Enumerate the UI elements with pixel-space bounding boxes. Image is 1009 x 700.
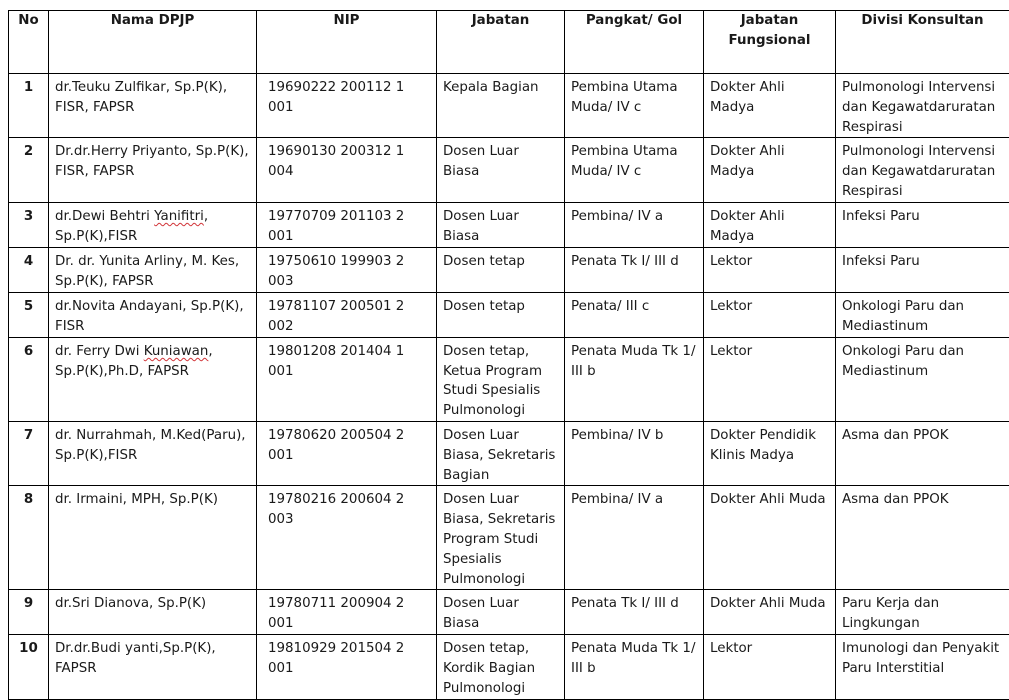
cell-jabatan-text	[443, 635, 558, 698]
cell-divisi-konsultan-text	[842, 486, 1003, 510]
divisi-konsultan-line: Infeksi Paru	[842, 207, 1003, 227]
nip-text: 19690130 200312 1 004	[263, 138, 430, 182]
cell-no	[9, 337, 49, 421]
cell-jabatan-fungsional	[704, 421, 836, 485]
cell-pangkat-gol	[565, 138, 704, 202]
nip-text: 19690222 200112 1 001	[263, 74, 430, 118]
cell-divisi-konsultan-text	[842, 422, 1003, 446]
cell-divisi-konsultan	[836, 337, 1009, 421]
row-number: 5	[9, 293, 48, 317]
nip-text: 19750610 199903 2 003	[263, 248, 430, 292]
jabatan-fungsional-line: Lektor	[710, 297, 829, 317]
cell-jabatan-fungsional	[704, 247, 836, 292]
nama-dpjp-line: dr.Sri Dianova, Sp.P(K)	[55, 594, 250, 614]
cell-nama-dpjp	[49, 421, 257, 485]
row-number: 2	[9, 138, 48, 162]
nama-dpjp-text	[55, 422, 250, 466]
nama-dpjp-line: Sp.P(K),Ph.D, FAPSR	[55, 362, 250, 382]
header-jabatan-fungsional-line2: Fungsional	[710, 31, 829, 51]
jabatan-fungsional-line: Madya	[710, 227, 829, 247]
table-row	[9, 421, 1009, 485]
cell-no	[9, 421, 49, 485]
jabatan-fungsional-line: Madya	[710, 98, 829, 118]
cell-jabatan-text	[443, 248, 558, 272]
cell-jabatan-fungsional-text	[710, 248, 829, 272]
cell-divisi-konsultan	[836, 590, 1009, 635]
cell-jabatan	[437, 590, 565, 635]
cell-nama-dpjp	[49, 202, 257, 247]
jabatan-fungsional-line: Dokter Ahli	[710, 207, 829, 227]
cell-no	[9, 635, 49, 699]
jabatan-fungsional-line: Dokter Ahli Muda	[710, 490, 829, 510]
cell-jabatan	[437, 292, 565, 337]
row-number: 7	[9, 422, 48, 446]
spellcheck-flagged-word: Yanifitri	[154, 209, 204, 224]
cell-nip	[257, 247, 437, 292]
table-row	[9, 590, 1009, 635]
divisi-konsultan-line: Asma dan PPOK	[842, 490, 1003, 510]
pangkat-gol-line: Pembina Utama	[571, 142, 697, 162]
cell-jabatan-fungsional	[704, 292, 836, 337]
cell-divisi-konsultan-text	[842, 248, 1003, 272]
nama-dpjp-line	[55, 207, 250, 227]
cell-pangkat-gol-text	[571, 590, 697, 614]
jabatan-line: Biasa, Sekretaris	[443, 510, 558, 530]
cell-nip	[257, 486, 437, 590]
cell-pangkat-gol-text	[571, 74, 697, 118]
cell-jabatan-fungsional	[704, 635, 836, 699]
cell-nip	[257, 138, 437, 202]
jabatan-fungsional-line: Dokter Ahli Muda	[710, 594, 829, 614]
jabatan-line: Pulmonologi	[443, 401, 558, 421]
header-pangkat-gol: Pangkat/ Gol	[565, 11, 704, 74]
cell-jabatan-fungsional-text	[710, 74, 829, 118]
cell-divisi-konsultan-text	[842, 74, 1003, 137]
jabatan-fungsional-line: Klinis Madya	[710, 446, 829, 466]
jabatan-line: Dosen tetap,	[443, 342, 558, 362]
cell-jabatan	[437, 138, 565, 202]
jabatan-line: Biasa, Sekretaris	[443, 446, 558, 466]
cell-no	[9, 247, 49, 292]
row-number: 10	[9, 635, 48, 659]
jabatan-line: Dosen Luar Biasa	[443, 207, 558, 247]
table-row	[9, 292, 1009, 337]
cell-jabatan-text	[443, 203, 558, 247]
pangkat-gol-line: Pembina/ IV a	[571, 490, 697, 510]
nip-text: 19780216 200604 2 003	[263, 486, 430, 530]
row-number: 4	[9, 248, 48, 272]
cell-jabatan	[437, 247, 565, 292]
nama-dpjp-line: dr. Nurrahmah, M.Ked(Paru),	[55, 426, 250, 446]
divisi-konsultan-line: Paru Kerja dan	[842, 594, 1003, 614]
cell-divisi-konsultan	[836, 635, 1009, 699]
nama-dpjp-line: dr.Teuku Zulfikar, Sp.P(K),	[55, 78, 250, 98]
jabatan-line: Dosen Luar	[443, 490, 558, 510]
divisi-konsultan-line: Onkologi Paru dan	[842, 342, 1003, 362]
table-row	[9, 247, 1009, 292]
nama-dpjp-text	[55, 203, 250, 247]
cell-no	[9, 202, 49, 247]
table-row	[9, 337, 1009, 421]
cell-jabatan	[437, 421, 565, 485]
header-jabatan-fungsional-line1: Jabatan	[710, 11, 829, 31]
row-number: 8	[9, 486, 48, 510]
nama-dpjp-line: Dr.dr.Herry Priyanto, Sp.P(K),	[55, 142, 250, 162]
pangkat-gol-line: Penata Muda Tk 1/	[571, 342, 697, 362]
nama-dpjp-text	[55, 486, 250, 510]
nama-dpjp-part: ,	[204, 209, 208, 224]
jabatan-line: Bagian	[443, 466, 558, 486]
cell-nama-dpjp	[49, 590, 257, 635]
table-body	[9, 74, 1009, 700]
jabatan-line: Dosen tetap,	[443, 639, 558, 659]
header-divisi-konsultan: Divisi Konsultan	[836, 11, 1009, 74]
nip-text: 19780711 200904 2 001	[263, 590, 430, 634]
cell-nama-dpjp	[49, 292, 257, 337]
header-nama-dpjp: Nama DPJP	[49, 11, 257, 74]
cell-divisi-konsultan-text	[842, 203, 1003, 227]
pangkat-gol-line: Penata Tk I/ III d	[571, 252, 697, 272]
nama-dpjp-text	[55, 248, 250, 292]
cell-no	[9, 138, 49, 202]
divisi-konsultan-line: Respirasi	[842, 118, 1003, 138]
cell-pangkat-gol	[565, 635, 704, 699]
cell-divisi-konsultan-text	[842, 338, 1003, 382]
divisi-konsultan-line: Infeksi Paru	[842, 252, 1003, 272]
cell-no	[9, 590, 49, 635]
cell-jabatan-text	[443, 590, 558, 634]
nama-dpjp-line: Dr. dr. Yunita Arliny, M. Kes,	[55, 252, 250, 272]
table-row	[9, 486, 1009, 590]
cell-divisi-konsultan	[836, 247, 1009, 292]
nama-dpjp-part: ,	[208, 344, 212, 359]
cell-no	[9, 74, 49, 138]
cell-divisi-konsultan	[836, 486, 1009, 590]
cell-jabatan	[437, 635, 565, 699]
table-row	[9, 635, 1009, 699]
cell-divisi-konsultan-text	[842, 590, 1003, 634]
pangkat-gol-line: Pembina/ IV b	[571, 426, 697, 446]
jabatan-fungsional-line: Lektor	[710, 639, 829, 659]
cell-nama-dpjp	[49, 74, 257, 138]
jabatan-fungsional-line: Madya	[710, 162, 829, 182]
divisi-konsultan-line: Mediastinum	[842, 362, 1003, 382]
jabatan-line: Dosen tetap	[443, 297, 558, 317]
cell-nama-dpjp	[49, 247, 257, 292]
nama-dpjp-line: FISR, FAPSR	[55, 98, 250, 118]
cell-divisi-konsultan-text	[842, 138, 1003, 201]
pangkat-gol-line: III b	[571, 659, 697, 679]
nama-dpjp-line: FAPSR	[55, 659, 250, 679]
cell-nip	[257, 635, 437, 699]
cell-nama-dpjp	[49, 337, 257, 421]
jabatan-line: Studi Spesialis	[443, 381, 558, 401]
divisi-konsultan-line: Pulmonologi Intervensi	[842, 142, 1003, 162]
nama-dpjp-part: dr.Dewi Behtri	[55, 209, 154, 224]
spellcheck-flagged-word: Kuniawan	[144, 344, 209, 359]
jabatan-fungsional-line: Dokter Pendidik	[710, 426, 829, 446]
pangkat-gol-line: Penata Muda Tk 1/	[571, 639, 697, 659]
cell-jabatan-fungsional-text	[710, 203, 829, 247]
nama-dpjp-text	[55, 338, 250, 382]
cell-nip	[257, 202, 437, 247]
jabatan-line: Dosen tetap	[443, 252, 558, 272]
cell-jabatan-fungsional	[704, 590, 836, 635]
jabatan-line: Pulmonologi	[443, 570, 558, 590]
cell-divisi-konsultan	[836, 292, 1009, 337]
divisi-konsultan-line: dan Kegawatdaruratan	[842, 162, 1003, 182]
cell-divisi-konsultan	[836, 421, 1009, 485]
dpjp-table	[8, 10, 1009, 700]
cell-divisi-konsultan	[836, 138, 1009, 202]
cell-jabatan-fungsional	[704, 138, 836, 202]
cell-nip	[257, 337, 437, 421]
cell-pangkat-gol-text	[571, 138, 697, 182]
cell-pangkat-gol-text	[571, 203, 697, 227]
cell-nama-dpjp	[49, 138, 257, 202]
nama-dpjp-line: Sp.P(K),FISR	[55, 227, 250, 247]
cell-jabatan-fungsional-text	[710, 338, 829, 362]
divisi-konsultan-line: Paru Interstitial	[842, 659, 1003, 679]
cell-jabatan-fungsional-text	[710, 590, 829, 614]
pangkat-gol-line: III b	[571, 362, 697, 382]
cell-jabatan-fungsional	[704, 337, 836, 421]
cell-pangkat-gol	[565, 421, 704, 485]
cell-jabatan-fungsional	[704, 202, 836, 247]
table-row	[9, 74, 1009, 138]
cell-jabatan-text	[443, 338, 558, 421]
cell-pangkat-gol	[565, 486, 704, 590]
cell-nip	[257, 590, 437, 635]
cell-nama-dpjp	[49, 486, 257, 590]
nip-text: 19810929 201504 2 001	[263, 635, 430, 679]
cell-jabatan-fungsional	[704, 486, 836, 590]
jabatan-line: Program Studi	[443, 530, 558, 550]
cell-pangkat-gol-text	[571, 293, 697, 317]
jabatan-line: Dosen Luar Biasa	[443, 142, 558, 182]
cell-jabatan-text	[443, 293, 558, 317]
cell-jabatan-text	[443, 422, 558, 485]
cell-pangkat-gol-text	[571, 338, 697, 382]
divisi-konsultan-line: Onkologi Paru dan	[842, 297, 1003, 317]
jabatan-line: Dosen Luar	[443, 426, 558, 446]
cell-jabatan-text	[443, 486, 558, 589]
divisi-konsultan-line: Pulmonologi Intervensi	[842, 78, 1003, 98]
jabatan-fungsional-line: Lektor	[710, 342, 829, 362]
divisi-konsultan-line: Respirasi	[842, 182, 1003, 202]
cell-jabatan-fungsional-text	[710, 486, 829, 510]
row-number: 3	[9, 203, 48, 227]
nip-text: 19780620 200504 2 001	[263, 422, 430, 466]
jabatan-line: Ketua Program	[443, 362, 558, 382]
cell-jabatan	[437, 74, 565, 138]
jabatan-line: Dosen Luar Biasa	[443, 594, 558, 634]
header-jabatan: Jabatan	[437, 11, 565, 74]
cell-pangkat-gol	[565, 202, 704, 247]
pangkat-gol-line: Muda/ IV c	[571, 98, 697, 118]
row-number: 1	[9, 74, 48, 98]
cell-jabatan	[437, 202, 565, 247]
cell-divisi-konsultan-text	[842, 635, 1003, 679]
cell-pangkat-gol	[565, 292, 704, 337]
jabatan-fungsional-line: Lektor	[710, 252, 829, 272]
cell-pangkat-gol	[565, 247, 704, 292]
table-row	[9, 202, 1009, 247]
divisi-konsultan-line: Asma dan PPOK	[842, 426, 1003, 446]
header-nip: NIP	[257, 11, 437, 74]
nama-dpjp-line: FISR, FAPSR	[55, 162, 250, 182]
cell-nip	[257, 421, 437, 485]
row-number: 9	[9, 590, 48, 614]
nama-dpjp-line: dr. Irmaini, MPH, Sp.P(K)	[55, 490, 250, 510]
nama-dpjp-line: Sp.P(K),FISR	[55, 446, 250, 466]
header-no: No	[9, 11, 49, 74]
row-number: 6	[9, 338, 48, 362]
nama-dpjp-text	[55, 74, 250, 118]
header-row	[9, 11, 1009, 74]
cell-jabatan-text	[443, 138, 558, 182]
divisi-konsultan-line: Imunologi dan Penyakit	[842, 639, 1003, 659]
jabatan-line: Spesialis	[443, 550, 558, 570]
pangkat-gol-line: Penata Tk I/ III d	[571, 594, 697, 614]
cell-jabatan-fungsional	[704, 74, 836, 138]
cell-pangkat-gol	[565, 337, 704, 421]
cell-pangkat-gol-text	[571, 422, 697, 446]
jabatan-line: Kepala Bagian	[443, 78, 558, 98]
cell-divisi-konsultan	[836, 202, 1009, 247]
nama-dpjp-text	[55, 635, 250, 679]
table-row	[9, 138, 1009, 202]
cell-divisi-konsultan	[836, 74, 1009, 138]
cell-jabatan-text	[443, 74, 558, 98]
nama-dpjp-text	[55, 138, 250, 182]
pangkat-gol-line: Pembina/ IV a	[571, 207, 697, 227]
cell-nip	[257, 292, 437, 337]
nama-dpjp-text	[55, 293, 250, 337]
cell-nama-dpjp	[49, 635, 257, 699]
jabatan-line: Kordik Bagian	[443, 659, 558, 679]
cell-pangkat-gol-text	[571, 486, 697, 510]
nama-dpjp-part: dr. Ferry Dwi	[55, 344, 144, 359]
nama-dpjp-line: Dr.dr.Budi yanti,Sp.P(K),	[55, 639, 250, 659]
divisi-konsultan-line: Lingkungan	[842, 614, 1003, 634]
nama-dpjp-line: Sp.P(K), FAPSR	[55, 272, 250, 292]
nama-dpjp-line: dr.Novita Andayani, Sp.P(K),	[55, 297, 250, 317]
pangkat-gol-line: Pembina Utama	[571, 78, 697, 98]
cell-no	[9, 292, 49, 337]
cell-jabatan	[437, 337, 565, 421]
table-header	[9, 11, 1009, 74]
divisi-konsultan-line: Mediastinum	[842, 317, 1003, 337]
header-jabatan-fungsional	[704, 11, 836, 74]
cell-no	[9, 486, 49, 590]
nip-text: 19770709 201103 2 001	[263, 203, 430, 247]
cell-pangkat-gol-text	[571, 248, 697, 272]
divisi-konsultan-line: dan Kegawatdaruratan	[842, 98, 1003, 118]
cell-jabatan-fungsional-text	[710, 138, 829, 182]
cell-jabatan-fungsional-text	[710, 422, 829, 466]
nama-dpjp-line: FISR	[55, 317, 250, 337]
pangkat-gol-line: Penata/ III c	[571, 297, 697, 317]
cell-jabatan	[437, 486, 565, 590]
jabatan-fungsional-line: Dokter Ahli	[710, 142, 829, 162]
cell-jabatan-fungsional-text	[710, 293, 829, 317]
nip-text: 19801208 201404 1 001	[263, 338, 430, 382]
nama-dpjp-line	[55, 342, 250, 362]
cell-nip	[257, 74, 437, 138]
nip-text: 19781107 200501 2 002	[263, 293, 430, 337]
cell-pangkat-gol-text	[571, 635, 697, 679]
jabatan-fungsional-line: Dokter Ahli	[710, 78, 829, 98]
cell-pangkat-gol	[565, 590, 704, 635]
jabatan-line: Pulmonologi	[443, 679, 558, 699]
nama-dpjp-text	[55, 590, 250, 614]
cell-pangkat-gol	[565, 74, 704, 138]
cell-divisi-konsultan-text	[842, 293, 1003, 337]
cell-jabatan-fungsional-text	[710, 635, 829, 659]
pangkat-gol-line: Muda/ IV c	[571, 162, 697, 182]
